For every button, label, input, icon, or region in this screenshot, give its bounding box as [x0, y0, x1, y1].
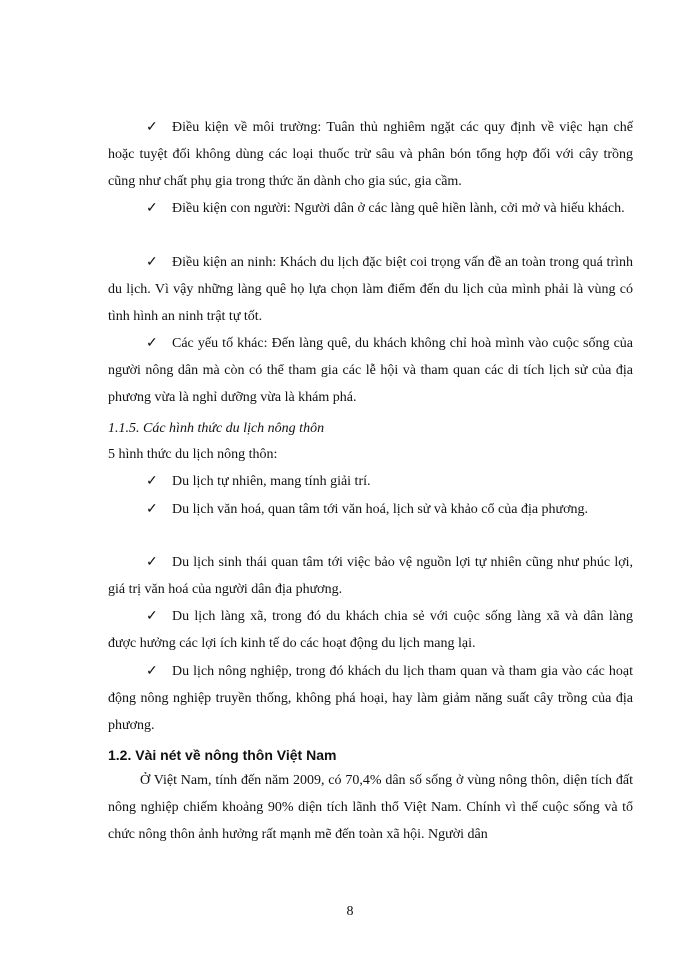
- check-icon: ✓: [146, 555, 158, 570]
- condition-security: [108, 249, 633, 330]
- condition-people: [108, 195, 633, 222]
- condition-security-text: Điều kiện an ninh: Khách du lịch đặc biệt coi trọng vấn đề an toàn trong quá trình du lịch. Vì vậy những làng quê họ lựa chọn làm điểm đến du lịch của mình phải là vùng có tình hình an ninh trật tự tốt.: [108, 255, 633, 324]
- check-icon: ✓: [146, 336, 158, 351]
- condition-other-text: Các yếu tố khác: Đến làng quê, du khách không chỉ hoà mình vào cuộc sống của người nông dân mà còn có thể tham gia các lễ hội và tham quan các di tích lịch sử của địa phương vừa là nghỉ dưỡng vừa là khám phá.: [108, 336, 633, 405]
- check-icon: ✓: [146, 120, 158, 135]
- form-item-text: Du lịch sinh thái quan tâm tới việc bảo vệ nguồn lợi tự nhiên cũng như phúc lợi, giá trị văn hoá của người dân địa phương.: [108, 555, 633, 597]
- check-icon: ✓: [146, 664, 158, 679]
- form-item: [108, 549, 633, 603]
- form-item: [108, 658, 633, 739]
- condition-environment: [108, 114, 633, 195]
- form-item-text: Du lịch văn hoá, quan tâm tới văn hoá, lịch sử và khảo cổ của địa phương.: [172, 502, 589, 517]
- form-item-text: Du lịch tự nhiên, mang tính giải trí.: [172, 474, 371, 489]
- page-number: 8: [346, 904, 354, 919]
- section-115-intro: 5 hình thức du lịch nông thôn:: [108, 447, 278, 462]
- section-12-paragraph: Ở Việt Nam, tính đến năm 2009, có 70,4% dân số sống ở vùng nông thôn, diện tích đất nông nghiệp chiếm khoảng 90% diện tích lãnh thổ Việt Nam. Chính vì thế cuộc sống và tổ chức nông thôn ảnh hưởng rất mạnh mẽ đến toàn xã hội. Người dân: [108, 773, 633, 842]
- form-item: [108, 603, 633, 657]
- form-item: [108, 496, 633, 523]
- check-icon: ✓: [146, 502, 158, 517]
- form-item: [108, 468, 633, 495]
- condition-other: [108, 330, 633, 411]
- check-icon: ✓: [146, 255, 158, 270]
- section-heading-115: 1.1.5. Các hình thức du lịch nông thôn: [108, 421, 325, 436]
- form-item-text: Du lịch làng xã, trong đó du khách chia sẻ với cuộc sống làng xã và dân làng được hưởng các lợi ích kinh tế do các hoạt động du lịch mang lại.: [108, 609, 633, 651]
- condition-people-text: Điều kiện con người: Người dân ở các làng quê hiền lành, cởi mở và hiếu khách.: [172, 201, 625, 216]
- condition-environment-text: Điều kiện về môi trường: Tuân thủ nghiêm ngặt các quy định về việc hạn chế hoặc tuyệt đối không dùng các loại thuốc trừ sâu và phân bón tổng hợp đối với cây trồng cũng như chất phụ gia trong thức ăn dành cho gia súc, gia cầm.: [108, 120, 633, 189]
- check-icon: ✓: [146, 201, 158, 216]
- form-item-text: Du lịch nông nghiệp, trong đó khách du lịch tham quan và tham gia vào các hoạt động nông nghiệp truyền thống, không phá hoại, hay làm giảm năng suất cây trồng của địa phương.: [108, 664, 633, 733]
- check-icon: ✓: [146, 474, 158, 489]
- section-heading-12: 1.2. Vài nét về nông thôn Việt Nam: [108, 747, 337, 763]
- check-icon: ✓: [146, 609, 158, 624]
